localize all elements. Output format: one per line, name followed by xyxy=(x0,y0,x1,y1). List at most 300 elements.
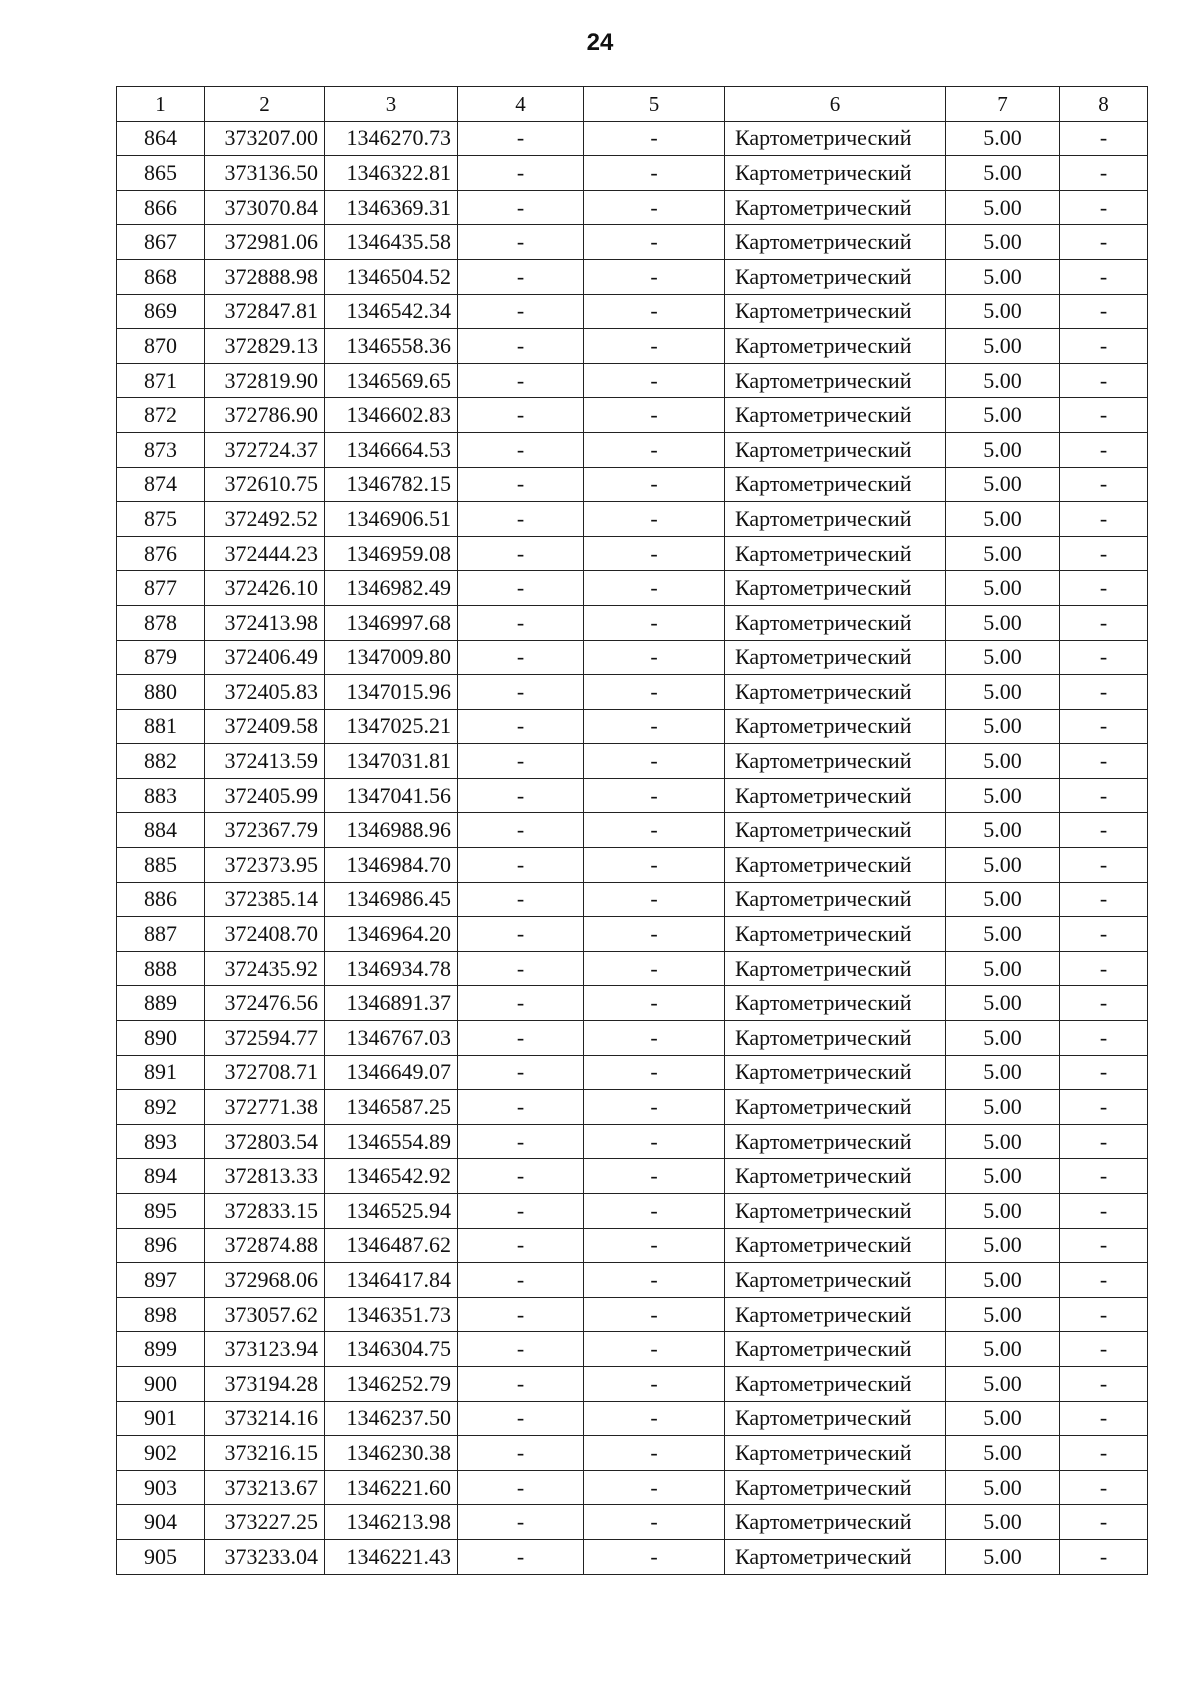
x-coordinate-cell: 372968.06 xyxy=(205,1263,325,1298)
table-row xyxy=(117,1263,1148,1298)
y-coordinate-cell: 1346487.62 xyxy=(325,1228,458,1263)
y-coordinate-cell: 1346369.31 xyxy=(325,190,458,225)
column-4-cell: - xyxy=(458,1297,584,1332)
point-number-cell: 875 xyxy=(117,502,205,537)
method-cell: Картометрический xyxy=(725,259,946,294)
point-number-cell: 899 xyxy=(117,1332,205,1367)
point-number-cell: 885 xyxy=(117,848,205,883)
column-5-cell: - xyxy=(584,882,725,917)
y-coordinate-cell: 1346542.92 xyxy=(325,1159,458,1194)
y-coordinate-cell: 1346542.34 xyxy=(325,294,458,329)
y-coordinate-cell: 1346435.58 xyxy=(325,225,458,260)
method-cell: Картометрический xyxy=(725,571,946,606)
column-5-cell: - xyxy=(584,432,725,467)
table-row xyxy=(117,951,1148,986)
column-8-cell: - xyxy=(1060,363,1148,398)
accuracy-cell: 5.00 xyxy=(946,1021,1060,1056)
column-4-cell: - xyxy=(458,813,584,848)
column-8-cell: - xyxy=(1060,121,1148,156)
accuracy-cell: 5.00 xyxy=(946,1124,1060,1159)
accuracy-cell: 5.00 xyxy=(946,571,1060,606)
x-coordinate-cell: 372610.75 xyxy=(205,467,325,502)
method-cell: Картометрический xyxy=(725,1297,946,1332)
table-row xyxy=(117,294,1148,329)
method-cell: Картометрический xyxy=(725,1124,946,1159)
column-8-cell: - xyxy=(1060,1539,1148,1574)
column-8-cell: - xyxy=(1060,813,1148,848)
column-4-cell: - xyxy=(458,467,584,502)
accuracy-cell: 5.00 xyxy=(946,640,1060,675)
column-5-cell: - xyxy=(584,1539,725,1574)
column-5-cell: - xyxy=(584,1194,725,1229)
y-coordinate-cell: 1346221.43 xyxy=(325,1539,458,1574)
column-header: 1 xyxy=(117,87,205,122)
x-coordinate-cell: 373123.94 xyxy=(205,1332,325,1367)
column-8-cell: - xyxy=(1060,1194,1148,1229)
coordinates-table xyxy=(116,86,1148,1575)
column-4-cell: - xyxy=(458,917,584,952)
point-number-cell: 889 xyxy=(117,986,205,1021)
column-8-cell: - xyxy=(1060,917,1148,952)
column-4-cell: - xyxy=(458,1332,584,1367)
column-5-cell: - xyxy=(584,605,725,640)
table-row xyxy=(117,1090,1148,1125)
method-cell: Картометрический xyxy=(725,502,946,537)
column-4-cell: - xyxy=(458,605,584,640)
accuracy-cell: 5.00 xyxy=(946,1263,1060,1298)
table-row xyxy=(117,986,1148,1021)
column-5-cell: - xyxy=(584,1401,725,1436)
table-row xyxy=(117,1194,1148,1229)
accuracy-cell: 5.00 xyxy=(946,467,1060,502)
table-row xyxy=(117,502,1148,537)
y-coordinate-cell: 1346982.49 xyxy=(325,571,458,606)
column-5-cell: - xyxy=(584,917,725,952)
point-number-cell: 881 xyxy=(117,709,205,744)
column-8-cell: - xyxy=(1060,1470,1148,1505)
table-row xyxy=(117,640,1148,675)
table-row xyxy=(117,1505,1148,1540)
y-coordinate-cell: 1346782.15 xyxy=(325,467,458,502)
table-row xyxy=(117,571,1148,606)
y-coordinate-cell: 1346649.07 xyxy=(325,1055,458,1090)
column-4-cell: - xyxy=(458,882,584,917)
accuracy-cell: 5.00 xyxy=(946,1055,1060,1090)
column-5-cell: - xyxy=(584,1505,725,1540)
method-cell: Картометрический xyxy=(725,1194,946,1229)
accuracy-cell: 5.00 xyxy=(946,398,1060,433)
column-5-cell: - xyxy=(584,1332,725,1367)
point-number-cell: 905 xyxy=(117,1539,205,1574)
x-coordinate-cell: 372408.70 xyxy=(205,917,325,952)
column-5-cell: - xyxy=(584,986,725,1021)
method-cell: Картометрический xyxy=(725,848,946,883)
column-8-cell: - xyxy=(1060,225,1148,260)
column-8-cell: - xyxy=(1060,398,1148,433)
method-cell: Картометрический xyxy=(725,432,946,467)
x-coordinate-cell: 373216.15 xyxy=(205,1436,325,1471)
column-header: 2 xyxy=(205,87,325,122)
method-cell: Картометрический xyxy=(725,744,946,779)
accuracy-cell: 5.00 xyxy=(946,294,1060,329)
method-cell: Картометрический xyxy=(725,294,946,329)
accuracy-cell: 5.00 xyxy=(946,1470,1060,1505)
method-cell: Картометрический xyxy=(725,778,946,813)
y-coordinate-cell: 1346934.78 xyxy=(325,951,458,986)
y-coordinate-cell: 1346221.60 xyxy=(325,1470,458,1505)
y-coordinate-cell: 1347025.21 xyxy=(325,709,458,744)
point-number-cell: 874 xyxy=(117,467,205,502)
column-8-cell: - xyxy=(1060,156,1148,191)
method-cell: Картометрический xyxy=(725,605,946,640)
y-coordinate-cell: 1347031.81 xyxy=(325,744,458,779)
method-cell: Картометрический xyxy=(725,536,946,571)
column-5-cell: - xyxy=(584,121,725,156)
point-number-cell: 897 xyxy=(117,1263,205,1298)
column-4-cell: - xyxy=(458,329,584,364)
table-body xyxy=(117,121,1148,1574)
column-4-cell: - xyxy=(458,1228,584,1263)
x-coordinate-cell: 373194.28 xyxy=(205,1366,325,1401)
column-8-cell: - xyxy=(1060,536,1148,571)
table-row xyxy=(117,467,1148,502)
x-coordinate-cell: 372708.71 xyxy=(205,1055,325,1090)
column-4-cell: - xyxy=(458,1194,584,1229)
column-5-cell: - xyxy=(584,709,725,744)
table-row xyxy=(117,1021,1148,1056)
column-5-cell: - xyxy=(584,778,725,813)
x-coordinate-cell: 372405.99 xyxy=(205,778,325,813)
column-5-cell: - xyxy=(584,1055,725,1090)
column-5-cell: - xyxy=(584,1124,725,1159)
column-8-cell: - xyxy=(1060,848,1148,883)
x-coordinate-cell: 373136.50 xyxy=(205,156,325,191)
column-5-cell: - xyxy=(584,294,725,329)
x-coordinate-cell: 372367.79 xyxy=(205,813,325,848)
method-cell: Картометрический xyxy=(725,917,946,952)
column-5-cell: - xyxy=(584,467,725,502)
column-4-cell: - xyxy=(458,1539,584,1574)
x-coordinate-cell: 372819.90 xyxy=(205,363,325,398)
accuracy-cell: 5.00 xyxy=(946,432,1060,467)
table-row xyxy=(117,605,1148,640)
x-coordinate-cell: 372803.54 xyxy=(205,1124,325,1159)
column-4-cell: - xyxy=(458,225,584,260)
y-coordinate-cell: 1346417.84 xyxy=(325,1263,458,1298)
point-number-cell: 887 xyxy=(117,917,205,952)
point-number-cell: 894 xyxy=(117,1159,205,1194)
accuracy-cell: 5.00 xyxy=(946,156,1060,191)
method-cell: Картометрический xyxy=(725,951,946,986)
x-coordinate-cell: 372847.81 xyxy=(205,294,325,329)
column-4-cell: - xyxy=(458,1124,584,1159)
table-row xyxy=(117,709,1148,744)
y-coordinate-cell: 1347015.96 xyxy=(325,675,458,710)
column-5-cell: - xyxy=(584,640,725,675)
accuracy-cell: 5.00 xyxy=(946,848,1060,883)
accuracy-cell: 5.00 xyxy=(946,744,1060,779)
table-row xyxy=(117,675,1148,710)
accuracy-cell: 5.00 xyxy=(946,1401,1060,1436)
table-row xyxy=(117,398,1148,433)
column-8-cell: - xyxy=(1060,1228,1148,1263)
y-coordinate-cell: 1346906.51 xyxy=(325,502,458,537)
table-row xyxy=(117,1539,1148,1574)
accuracy-cell: 5.00 xyxy=(946,1194,1060,1229)
point-number-cell: 886 xyxy=(117,882,205,917)
y-coordinate-cell: 1346964.20 xyxy=(325,917,458,952)
point-number-cell: 893 xyxy=(117,1124,205,1159)
accuracy-cell: 5.00 xyxy=(946,1366,1060,1401)
table-row xyxy=(117,363,1148,398)
column-5-cell: - xyxy=(584,1263,725,1298)
column-4-cell: - xyxy=(458,156,584,191)
point-number-cell: 871 xyxy=(117,363,205,398)
y-coordinate-cell: 1346252.79 xyxy=(325,1366,458,1401)
table-row xyxy=(117,917,1148,952)
column-4-cell: - xyxy=(458,363,584,398)
table-row xyxy=(117,536,1148,571)
column-5-cell: - xyxy=(584,1159,725,1194)
column-8-cell: - xyxy=(1060,1436,1148,1471)
method-cell: Картометрический xyxy=(725,190,946,225)
column-4-cell: - xyxy=(458,778,584,813)
column-8-cell: - xyxy=(1060,1055,1148,1090)
method-cell: Картометрический xyxy=(725,1539,946,1574)
y-coordinate-cell: 1346230.38 xyxy=(325,1436,458,1471)
column-5-cell: - xyxy=(584,225,725,260)
table-row xyxy=(117,121,1148,156)
table-row xyxy=(117,1297,1148,1332)
point-number-cell: 879 xyxy=(117,640,205,675)
method-cell: Картометрический xyxy=(725,1505,946,1540)
point-number-cell: 870 xyxy=(117,329,205,364)
x-coordinate-cell: 372413.98 xyxy=(205,605,325,640)
column-4-cell: - xyxy=(458,294,584,329)
table-row xyxy=(117,778,1148,813)
point-number-cell: 884 xyxy=(117,813,205,848)
x-coordinate-cell: 372874.88 xyxy=(205,1228,325,1263)
column-8-cell: - xyxy=(1060,1505,1148,1540)
table-row xyxy=(117,432,1148,467)
table-row xyxy=(117,259,1148,294)
column-8-cell: - xyxy=(1060,1263,1148,1298)
x-coordinate-cell: 372476.56 xyxy=(205,986,325,1021)
x-coordinate-cell: 372426.10 xyxy=(205,571,325,606)
y-coordinate-cell: 1346322.81 xyxy=(325,156,458,191)
column-4-cell: - xyxy=(458,951,584,986)
x-coordinate-cell: 372981.06 xyxy=(205,225,325,260)
method-cell: Картометрический xyxy=(725,363,946,398)
column-5-cell: - xyxy=(584,1021,725,1056)
accuracy-cell: 5.00 xyxy=(946,1332,1060,1367)
y-coordinate-cell: 1346602.83 xyxy=(325,398,458,433)
x-coordinate-cell: 372833.15 xyxy=(205,1194,325,1229)
column-4-cell: - xyxy=(458,1401,584,1436)
point-number-cell: 891 xyxy=(117,1055,205,1090)
method-cell: Картометрический xyxy=(725,121,946,156)
column-4-cell: - xyxy=(458,1055,584,1090)
table-row xyxy=(117,1332,1148,1367)
y-coordinate-cell: 1346997.68 xyxy=(325,605,458,640)
accuracy-cell: 5.00 xyxy=(946,259,1060,294)
accuracy-cell: 5.00 xyxy=(946,1159,1060,1194)
column-5-cell: - xyxy=(584,190,725,225)
y-coordinate-cell: 1346558.36 xyxy=(325,329,458,364)
y-coordinate-cell: 1346525.94 xyxy=(325,1194,458,1229)
x-coordinate-cell: 372813.33 xyxy=(205,1159,325,1194)
table-row xyxy=(117,848,1148,883)
column-8-cell: - xyxy=(1060,709,1148,744)
column-5-cell: - xyxy=(584,1470,725,1505)
table-row xyxy=(117,882,1148,917)
accuracy-cell: 5.00 xyxy=(946,1297,1060,1332)
method-cell: Картометрический xyxy=(725,1159,946,1194)
column-4-cell: - xyxy=(458,1159,584,1194)
x-coordinate-cell: 372406.49 xyxy=(205,640,325,675)
column-5-cell: - xyxy=(584,848,725,883)
column-4-cell: - xyxy=(458,640,584,675)
column-5-cell: - xyxy=(584,1090,725,1125)
column-header: 4 xyxy=(458,87,584,122)
column-4-cell: - xyxy=(458,502,584,537)
column-8-cell: - xyxy=(1060,1090,1148,1125)
x-coordinate-cell: 372724.37 xyxy=(205,432,325,467)
column-8-cell: - xyxy=(1060,1401,1148,1436)
method-cell: Картометрический xyxy=(725,1263,946,1298)
method-cell: Картометрический xyxy=(725,675,946,710)
point-number-cell: 900 xyxy=(117,1366,205,1401)
column-5-cell: - xyxy=(584,1297,725,1332)
table-row xyxy=(117,813,1148,848)
table-row xyxy=(117,190,1148,225)
method-cell: Картометрический xyxy=(725,640,946,675)
y-coordinate-cell: 1346587.25 xyxy=(325,1090,458,1125)
accuracy-cell: 5.00 xyxy=(946,1090,1060,1125)
accuracy-cell: 5.00 xyxy=(946,329,1060,364)
x-coordinate-cell: 372373.95 xyxy=(205,848,325,883)
point-number-cell: 865 xyxy=(117,156,205,191)
column-8-cell: - xyxy=(1060,1366,1148,1401)
y-coordinate-cell: 1346504.52 xyxy=(325,259,458,294)
column-8-cell: - xyxy=(1060,986,1148,1021)
method-cell: Картометрический xyxy=(725,398,946,433)
column-4-cell: - xyxy=(458,259,584,294)
column-header: 8 xyxy=(1060,87,1148,122)
x-coordinate-cell: 373070.84 xyxy=(205,190,325,225)
x-coordinate-cell: 372444.23 xyxy=(205,536,325,571)
column-4-cell: - xyxy=(458,398,584,433)
accuracy-cell: 5.00 xyxy=(946,190,1060,225)
point-number-cell: 877 xyxy=(117,571,205,606)
x-coordinate-cell: 372829.13 xyxy=(205,329,325,364)
column-4-cell: - xyxy=(458,675,584,710)
accuracy-cell: 5.00 xyxy=(946,1539,1060,1574)
accuracy-cell: 5.00 xyxy=(946,502,1060,537)
page-number: 24 xyxy=(586,29,614,56)
y-coordinate-cell: 1346554.89 xyxy=(325,1124,458,1159)
point-number-cell: 869 xyxy=(117,294,205,329)
x-coordinate-cell: 372413.59 xyxy=(205,744,325,779)
method-cell: Картометрический xyxy=(725,813,946,848)
point-number-cell: 872 xyxy=(117,398,205,433)
column-8-cell: - xyxy=(1060,432,1148,467)
accuracy-cell: 5.00 xyxy=(946,709,1060,744)
column-5-cell: - xyxy=(584,156,725,191)
column-4-cell: - xyxy=(458,1263,584,1298)
column-4-cell: - xyxy=(458,432,584,467)
column-8-cell: - xyxy=(1060,1332,1148,1367)
point-number-cell: 890 xyxy=(117,1021,205,1056)
point-number-cell: 864 xyxy=(117,121,205,156)
column-4-cell: - xyxy=(458,848,584,883)
column-8-cell: - xyxy=(1060,259,1148,294)
method-cell: Картометрический xyxy=(725,986,946,1021)
point-number-cell: 902 xyxy=(117,1436,205,1471)
y-coordinate-cell: 1347041.56 xyxy=(325,778,458,813)
column-header: 3 xyxy=(325,87,458,122)
method-cell: Картометрический xyxy=(725,225,946,260)
column-4-cell: - xyxy=(458,1090,584,1125)
y-coordinate-cell: 1346569.65 xyxy=(325,363,458,398)
x-coordinate-cell: 372385.14 xyxy=(205,882,325,917)
table-row xyxy=(117,156,1148,191)
y-coordinate-cell: 1346984.70 xyxy=(325,848,458,883)
column-5-cell: - xyxy=(584,571,725,606)
column-5-cell: - xyxy=(584,1366,725,1401)
y-coordinate-cell: 1346988.96 xyxy=(325,813,458,848)
column-5-cell: - xyxy=(584,502,725,537)
table-row xyxy=(117,1401,1148,1436)
x-coordinate-cell: 372409.58 xyxy=(205,709,325,744)
y-coordinate-cell: 1346270.73 xyxy=(325,121,458,156)
column-8-cell: - xyxy=(1060,502,1148,537)
column-header: 5 xyxy=(584,87,725,122)
x-coordinate-cell: 373233.04 xyxy=(205,1539,325,1574)
column-5-cell: - xyxy=(584,398,725,433)
column-8-cell: - xyxy=(1060,329,1148,364)
column-4-cell: - xyxy=(458,1366,584,1401)
x-coordinate-cell: 373214.16 xyxy=(205,1401,325,1436)
table-row xyxy=(117,1055,1148,1090)
y-coordinate-cell: 1346986.45 xyxy=(325,882,458,917)
column-8-cell: - xyxy=(1060,882,1148,917)
table-row xyxy=(117,1124,1148,1159)
accuracy-cell: 5.00 xyxy=(946,605,1060,640)
accuracy-cell: 5.00 xyxy=(946,951,1060,986)
point-number-cell: 892 xyxy=(117,1090,205,1125)
method-cell: Картометрический xyxy=(725,1366,946,1401)
column-4-cell: - xyxy=(458,744,584,779)
point-number-cell: 895 xyxy=(117,1194,205,1229)
column-8-cell: - xyxy=(1060,605,1148,640)
accuracy-cell: 5.00 xyxy=(946,813,1060,848)
column-5-cell: - xyxy=(584,329,725,364)
column-4-cell: - xyxy=(458,1505,584,1540)
y-coordinate-cell: 1346213.98 xyxy=(325,1505,458,1540)
x-coordinate-cell: 372786.90 xyxy=(205,398,325,433)
column-4-cell: - xyxy=(458,709,584,744)
point-number-cell: 896 xyxy=(117,1228,205,1263)
column-4-cell: - xyxy=(458,536,584,571)
point-number-cell: 888 xyxy=(117,951,205,986)
column-8-cell: - xyxy=(1060,571,1148,606)
column-header: 6 xyxy=(725,87,946,122)
x-coordinate-cell: 372405.83 xyxy=(205,675,325,710)
accuracy-cell: 5.00 xyxy=(946,778,1060,813)
accuracy-cell: 5.00 xyxy=(946,1228,1060,1263)
column-4-cell: - xyxy=(458,986,584,1021)
